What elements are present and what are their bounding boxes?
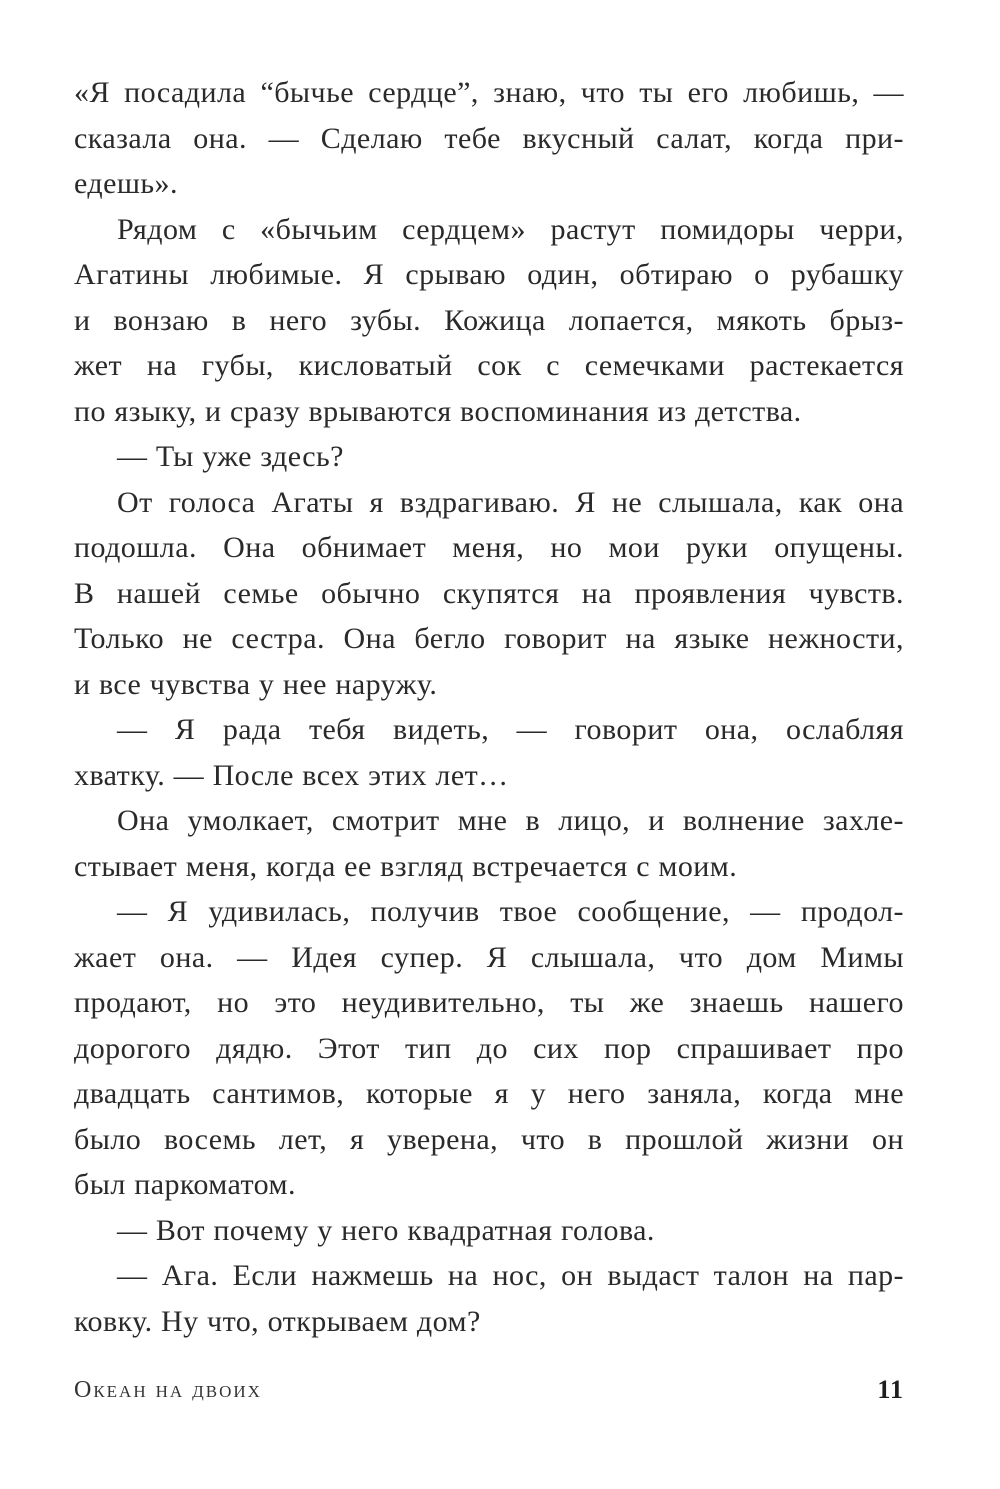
text-line: Рядом с «бычьим сердцем» растут помидоры черри, [117,212,904,246]
text-line: продают, но это неудивительно, ты же знаешь нашего [74,986,904,1019]
body-text [74,70,904,1344]
text-line: — Ты уже здесь? [117,440,344,473]
page-number: 11 [877,1375,904,1404]
text-line: «Я посадила “бычье сердце”, знаю, что ты его любишь, — [74,76,904,109]
paragraph [74,207,904,435]
text-line: сказала она. — Сделаю тебе вкусный салат, когда при- [74,121,904,155]
text-line: От голоса Агаты я вздрагиваю. Я не слышала, как она [117,485,904,519]
text-line: дорогого дядю. Этот тип до сих пор спрашивает про [74,1031,904,1065]
text-line: и вонзаю в него зубы. Кожица лопается, мякоть брыз- [74,303,904,337]
text-line: — Вот почему у него квадратная голова. [117,1213,655,1247]
text-line: подошла. Она обнимает меня, но мои руки опущены. [74,531,904,564]
text-line: по языку, и сразу врываются воспоминания из детства. [74,394,802,428]
text-line: Агатины любимые. Я срываю один, обтираю о рубашку [74,258,904,291]
paragraph [74,1208,904,1254]
text-line: стывает меня, когда ее взгляд встречается с моим. [74,849,738,883]
text-line: хватку. — После всех этих лет… [74,758,509,792]
text-line: двадцать сантимов, которые я у него заняла, когда мне [74,1077,904,1110]
text-line: Только не сестра. Она бегло говорит на языке нежности, [74,622,904,655]
paragraph [74,70,904,207]
paragraph [74,798,904,889]
page-footer [74,1377,904,1417]
running-title: Океан на двоих [74,1377,262,1403]
paragraph [74,707,904,798]
text-line: — Я удивилась, получив твое сообщение, — продол- [117,895,904,928]
text-line: был паркоматом. [74,1168,296,1201]
text-line: Она умолкает, смотрит мне в лицо, и волнение захле- [117,804,904,837]
text-line: ковку. Ну что, открываем дом? [74,1304,481,1338]
text-line: было восемь лет, я уверена, что в прошлой жизни он [74,1122,904,1156]
paragraph [74,889,904,1208]
text-line: едешь». [74,167,178,200]
text-line: В нашей семье обычно скупятся на проявления чувств. [74,576,904,610]
paragraph [74,434,904,480]
paragraph [74,1253,904,1344]
paragraph [74,480,904,708]
text-line: — Я рада тебя видеть, — говорит она, ослабляя [117,713,904,746]
text-line: жет на губы, кисловатый сок с семечками растекается [74,349,904,382]
text-line: — Ага. Если нажмешь на нос, он выдаст талон на пар- [117,1259,904,1292]
text-line: и все чувства у нее наружу. [74,667,438,701]
text-line: жает она. — Идея супер. Я слышала, что дом Мимы [74,940,904,974]
